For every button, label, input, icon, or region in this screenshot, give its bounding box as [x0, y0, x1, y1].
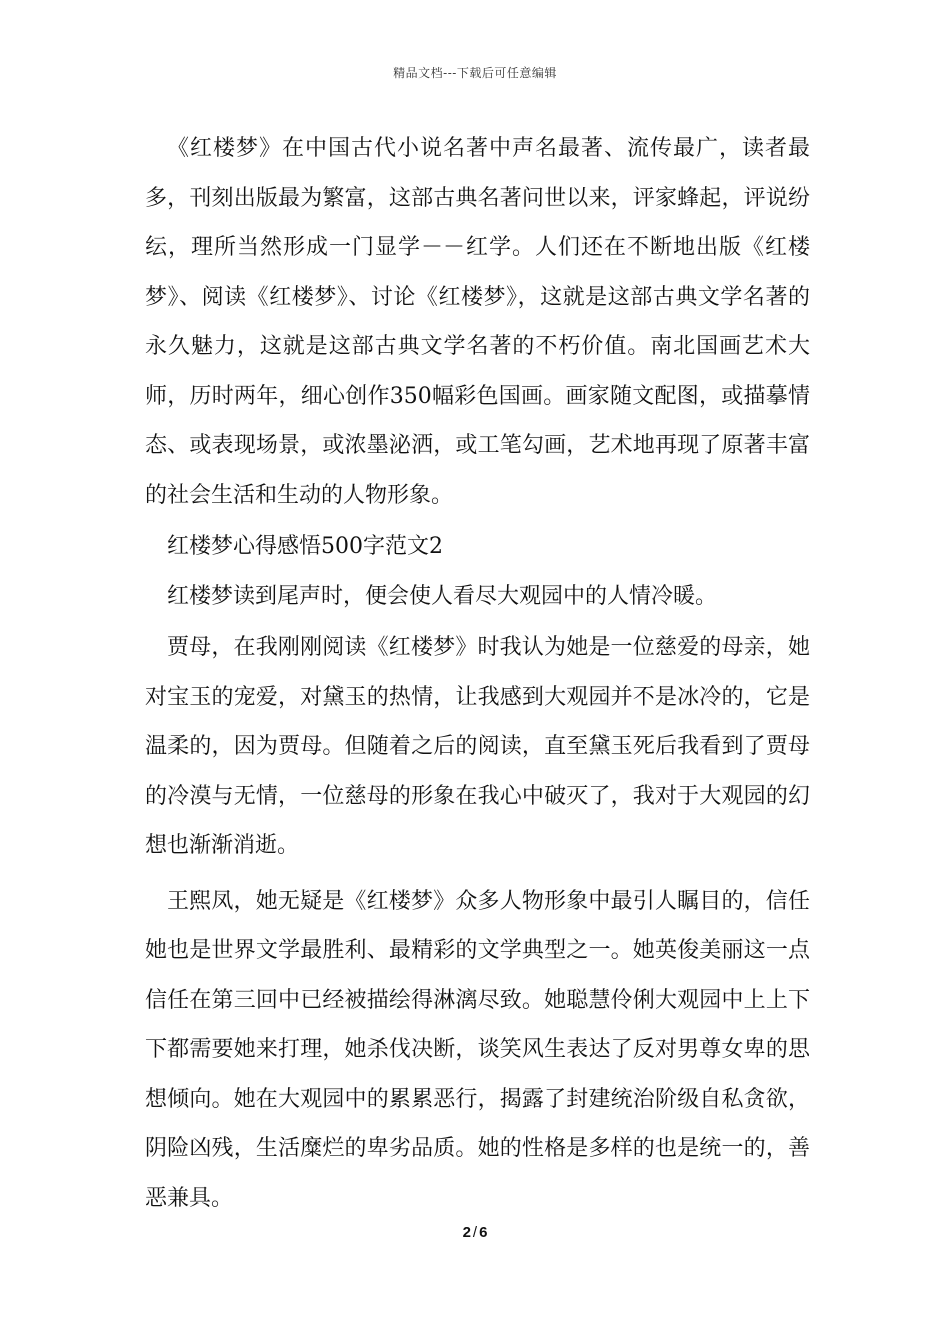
paragraph-jiamu: 贾母，在我刚刚阅读《红楼梦》时我认为她是一位慈爱的母亲，她对宝玉的宠爱，对黛玉的热情，让我感到大观园并不是冰冷的，它是温柔的，因为贾母。但随着之后的阅读，直至黛玉死后我看到了贾母的冷漠与无情，一位慈母的形象在我心中破灭了，我对于大观园的幻想也渐渐消逝。 — [145, 635, 810, 858]
current-page-number: 2 — [462, 1224, 471, 1241]
paragraph-intro: 《红楼梦》在中国古代小说名著中声名最著、流传最广，读者最多，刊刻出版最为繁富，这部古典名著问世以来，评家蜂起，评说纷纭，理所当然形成一门显学－－红学。人们还在不断地出版《红楼梦》、阅读《红楼梦》、讨论《红楼梦》，这就是这部古典文学名著的永久魅力，这就是这部古典文学名著的不朽价值。南北国画艺术大师，历时两年，细心创作350幅彩色国画。画家随文配图，或描摹情态、或表现场景，或浓墨泌洒，或工笔勾画，艺术地再现了原著丰富的社会生活和生动的人物形象。 — [145, 136, 810, 508]
page-separator: / — [472, 1224, 478, 1241]
page-header: 精品文档---下载后可任意编辑 — [393, 66, 557, 80]
page-number — [0, 1224, 950, 1241]
paragraph-wangxifeng: 王熙凤，她无疑是《红楼梦》众多人物形象中最引人瞩目的，信任她也是世界文学最胜利、最精彩的文学典型之一。她英俊美丽这一点信任在第三回中已经被描绘得淋漓尽致。她聪慧伶俐大观园中上上下下都需要她来打理，她杀伐决断，谈笑风生表达了反对男尊女卑的思想倾向。她在大观园中的累累恶行，揭露了封建统治阶级自私贪欲，阴险凶残，生活糜烂的卑劣品质。她的性格是多样的也是统一的，善恶兼具。 — [145, 888, 810, 1211]
total-page-count: 6 — [479, 1224, 488, 1241]
paragraph-opening: 红楼梦读到尾声时，便会使人看尽大观园中的人情冷暖。 — [167, 583, 718, 609]
document-body — [145, 124, 810, 1223]
section-heading: 红楼梦心得感悟500字范文2 — [167, 534, 443, 559]
